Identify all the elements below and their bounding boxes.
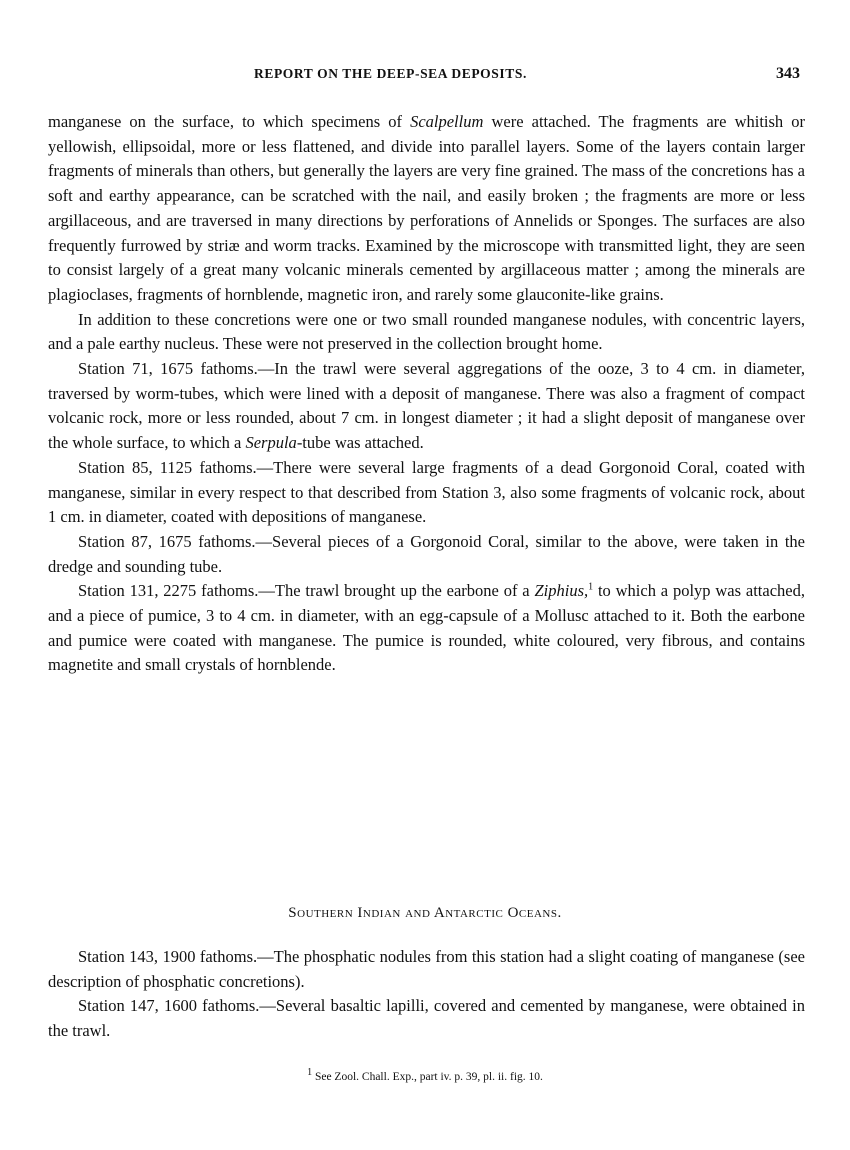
footnote-reference[interactable]: 1 [588,581,594,593]
paragraph-station-131: Station 131, 2275 fathoms.—The trawl brought up the earbone of a Ziphius,$^1$ to which a polyp was attached, and a piece of pumice, 3 to 4 cm. in diameter, with an egg-capsule of a Mollusc attached to it. Both the earbone and pumice were coated with manganese. The pumice is rounded, white coloured, very fibrous, and contains magnetite and small crystals of hornblende. [48,581,805,675]
footnote-text: See Zool. Chall. Exp., part iv. p. 39, pl. ii. fig. 10. [312,1071,543,1083]
paragraph-nodules: In addition to these concretions were one or two small rounded manganese nodules, with concentric layers, and a pale earthy nucleus. These were not preserved in the collection brought home. [48,309,805,354]
taxon-serpula: Serpula [245,433,297,453]
paragraph-continuation: manganese on the surface, to which specimens of Scalpellum were attached. The fragments are whitish or yellowish, ellipsoidal, more or less flattened, and divide into parallel layers. Some of the layers contain larger fragments of minerals than others, but generally the layers are very fine grained. The mass of the concretions has a soft and earthy appearance, can be scratched with the nail, and easily broken ; the fragments are more or less argillaceous, and are traversed in many directions by perforations of Annelids or Sponges. The surfaces are also frequently furrowed by striæ and worm tracks. Examined by the microscope with transmitted light, they are seen to consist largely of a great many volcanic minerals cemented by argillaceous matter ; among the minerals are plagioclases, fragments of hornblende, magnetic iron, and rarely some glauconite-like grains. [48,112,805,304]
taxon-ziphius: Ziphius, [534,581,589,601]
paragraph-station-85: Station 85, 1125 fathoms.—There were several large fragments of a dead Gorgonoid Coral, coated with manganese, similar in every respect to that described from Station 3, also some fragments of volcanic rock, about 1 cm. in diameter, coated with depositions of manganese. [48,457,805,527]
paragraph-station-143: Station 143, 1900 fathoms.—The phosphatic nodules from this station had a slight coating of manganese (see description of phosphatic concretions). [48,947,805,991]
paragraph-station-87: Station 87, 1675 fathoms.—Several pieces of a Gorgonoid Coral, similar to the above, were taken in the dredge and sounding tube. [48,531,805,576]
taxon-scalpellum: Scalpellum [410,112,484,131]
section-text [48,945,805,1044]
footnote [0,1067,850,1083]
running-header [0,66,850,86]
page-number: 343 [776,65,800,82]
running-title: REPORT ON THE DEEP-SEA DEPOSITS. [254,66,527,81]
section-heading: Southern Indian and Antarctic Oceans. [288,905,562,921]
main-text [48,110,805,678]
paragraph-station-147: Station 147, 1600 fathoms.—Several basaltic lapilli, covered and cemented by manganese, were obtained in the trawl. [48,996,805,1041]
footnote-marker: 1 [307,1067,313,1079]
paragraph-station-71: Station 71, 1675 fathoms.—In the trawl were several aggregations of the ooze, 3 to 4 cm. in diameter, traversed by worm-tubes, which were lined with a deposit of manganese. There was also a fragment of compact volcanic rock, more or less rounded, about 7 cm. in longest diameter ; it had a slight deposit of manganese over the whole surface, to which a Serpula-tube was attached. [48,359,805,453]
